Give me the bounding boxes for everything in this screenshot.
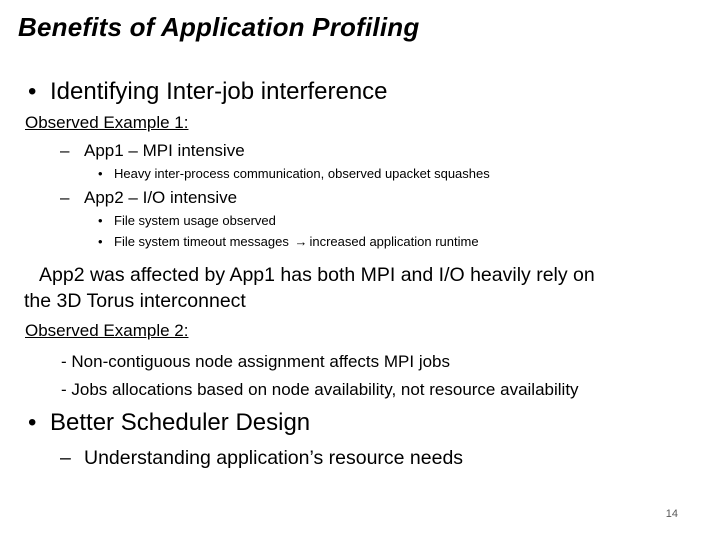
bullet-icon: • — [28, 409, 37, 436]
app1-detail-text: Heavy inter-process communication, observed upacket squashes — [114, 166, 490, 181]
app2-text: App2 – I/O intensive — [84, 188, 238, 207]
bullet-identifying-interference — [28, 78, 388, 106]
scheduler-sub-item — [60, 447, 463, 470]
app2-item — [60, 188, 237, 208]
finding-line-2: the 3D Torus interconnect — [24, 290, 246, 312]
page-number: 14 — [665, 508, 678, 520]
app2-detail-item-1 — [98, 213, 276, 228]
app1-item — [60, 141, 245, 161]
bullet-icon: • — [98, 213, 103, 228]
bullet-icon: • — [28, 78, 37, 105]
scheduler-sub-text: Understanding application’s resource needs — [84, 447, 464, 469]
slide-title: Benefits of Application Profiling — [18, 12, 420, 42]
dash-icon: – — [60, 447, 71, 469]
example2-item-1: - Non-contiguous node assignment affects MPI jobs — [61, 352, 451, 371]
app2-detail-2b-text: increased application runtime — [309, 234, 479, 249]
bullet-text: Identifying Inter-job interference — [50, 78, 388, 105]
arrow-right-icon: → — [294, 234, 308, 249]
bullet-text: Better Scheduler Design — [50, 409, 311, 436]
dash-icon: – — [60, 188, 70, 207]
app1-text: App1 – MPI intensive — [84, 141, 245, 160]
app2-detail-item-2 — [98, 234, 479, 249]
bullet-better-scheduler — [28, 409, 310, 437]
app2-detail-1-text: File system usage observed — [114, 213, 276, 228]
bullet-icon: • — [98, 166, 103, 181]
app2-detail-2a-text: File system timeout messages — [114, 234, 289, 249]
observed-example-1-heading: Observed Example 1: — [25, 113, 189, 132]
example2-item-2: - Jobs allocations based on node availability, not resource availability — [61, 380, 579, 399]
dash-icon: – — [60, 141, 70, 160]
observed-example-2-heading: Observed Example 2: — [25, 321, 189, 340]
bullet-icon: • — [98, 234, 103, 249]
finding-line-1: App2 was affected by App1 has both MPI and I/O heavily rely on — [39, 264, 595, 286]
app1-detail-item — [98, 166, 490, 181]
